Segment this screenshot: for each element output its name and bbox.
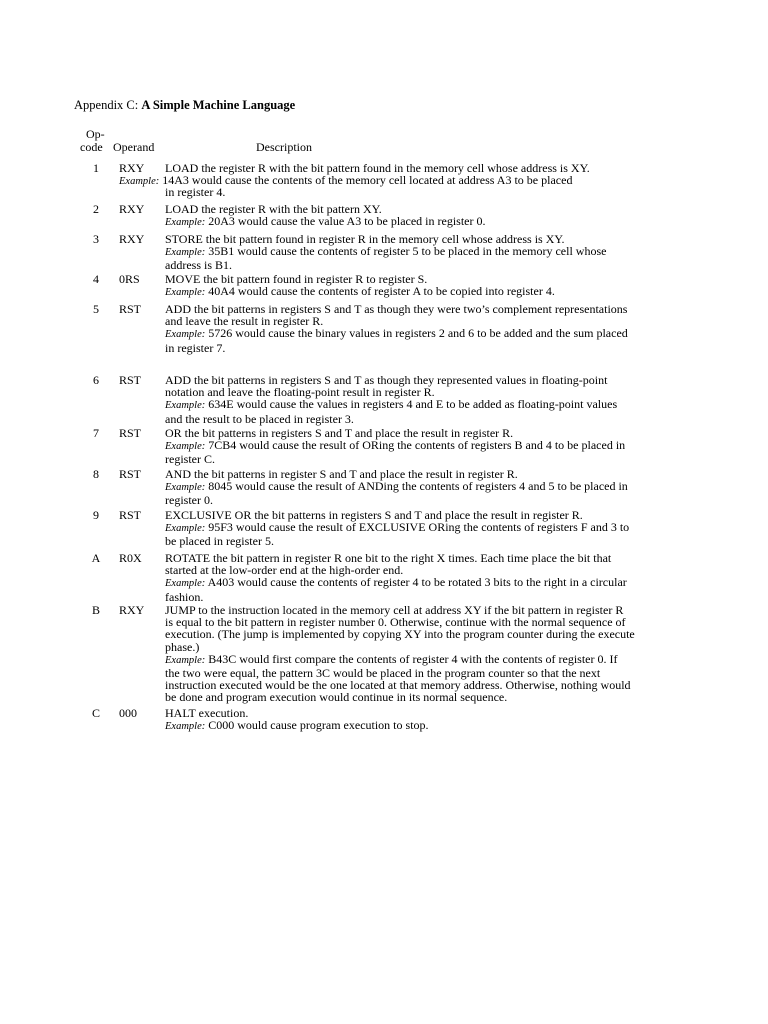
description-line: phase.) [165, 639, 200, 654]
example-label: Example: [165, 721, 206, 733]
example-label: Example: [119, 176, 160, 188]
example-line: register C. [165, 452, 215, 467]
example-line: Example: B43C would first compare the contents of register 4 with the contents of register 0. If [165, 651, 618, 666]
header-operand: Operand [113, 140, 155, 154]
description-line: is equal to the bit pattern in register number 0. Otherwise, continue with the normal sequence of [165, 615, 626, 630]
description-cell [165, 707, 635, 733]
example-line: in register 4. [165, 185, 226, 200]
opcode-cell: C [91, 706, 100, 720]
example-label: Example: [165, 482, 206, 494]
description-cell [165, 273, 635, 299]
opcode-cell: 7 [93, 426, 99, 440]
example-line: Example: 35B1 would cause the contents of register 5 to be placed in the memory cell whose [165, 244, 607, 259]
description-line: JUMP to the instruction located in the memory cell at address XY if the bit pattern in register R [165, 603, 624, 617]
operand-cell: RXY [119, 603, 145, 617]
description-line: notation and leave the floating-point result in register R. [165, 385, 435, 400]
description-cell [165, 552, 635, 603]
page-title [74, 98, 295, 113]
example-line: Example: 95F3 would cause the result of EXCLUSIVE ORing the contents of registers F and 3 to [165, 520, 630, 535]
operand-cell: RXY [119, 202, 145, 216]
description-line: execution. (The jump is implemented by copying XY into the program counter during the execute [165, 627, 635, 642]
opcode-cell: 4 [93, 272, 99, 286]
example-line: Example: 634E would cause the values in registers 4 and E to be added as floating-point values [165, 397, 618, 412]
description-line: LOAD the register R with the bit pattern XY. [165, 202, 382, 216]
description-line: ADD the bit patterns in registers S and T as though they were two’s complement representations [165, 302, 628, 316]
example-line: in register 7. [165, 340, 226, 355]
operand-cell: 0RS [119, 272, 140, 286]
description-cell [165, 374, 635, 425]
example-line: Example: 7CB4 would cause the result of ORing the contents of registers B and 4 to be placed in [165, 438, 626, 453]
operand-cell: R0X [119, 551, 142, 565]
example-line: Example: C000 would cause program execution to stop. [165, 718, 429, 733]
example-line: Example: 5726 would cause the binary values in registers 2 and 6 to be added and the sum placed [165, 326, 628, 341]
opcode-cell: 1 [93, 161, 99, 175]
description-cell [165, 604, 635, 704]
description-cell [165, 303, 635, 354]
operand-cell: RST [119, 508, 142, 522]
description-line: ROTATE the bit pattern in register R one bit to the right X times. Each time place the bit that [165, 551, 612, 565]
operand-cell: 000 [119, 706, 137, 720]
description-line: AND the bit patterns in register S and T and place the result in register R. [165, 467, 518, 481]
example-line: address is B1. [165, 258, 232, 273]
operand-cell: RST [119, 373, 142, 387]
example-line: register 0. [165, 493, 213, 508]
description-cell [165, 233, 635, 272]
description-line: LOAD the register R with the bit pattern found in the memory cell whose address is XY. [165, 161, 590, 175]
operand-cell: RXY [119, 232, 145, 246]
description-line: and leave the result in register R. [165, 314, 324, 329]
description-cell [165, 468, 635, 507]
example-label: Example: [165, 247, 206, 259]
example-continuation [165, 186, 635, 198]
example-line: be done and program execution would continue in its normal sequence. [165, 690, 508, 705]
description-line: STORE the bit pattern found in register R in the memory cell whose address is XY. [165, 232, 565, 246]
example-line: instruction executed would be the one located at that memory address. Otherwise, nothing would [165, 678, 631, 693]
opcode-cell: 6 [93, 373, 99, 387]
operand-cell: RXY [119, 161, 145, 175]
header-description: Description [256, 140, 312, 154]
example-label: Example: [165, 578, 206, 590]
example-label: Example: [165, 654, 206, 666]
example-line: Example: A403 would cause the contents of register 4 to be rotated 3 bits to the right in a circular [165, 575, 627, 590]
description-cell [165, 427, 635, 466]
description-cell [165, 509, 635, 548]
example-line: Example: 20A3 would cause the value A3 to be placed in register 0. [165, 214, 486, 229]
description-line: ADD the bit patterns in registers S and T as though they represented values in floating-point [165, 373, 608, 387]
opcode-cell: B [91, 603, 100, 617]
opcode-cell: 2 [93, 202, 99, 216]
example-line: and the result to be placed in register 3. [165, 411, 354, 426]
opcode-cell: 3 [93, 232, 99, 246]
operand-cell: RST [119, 426, 142, 440]
example-line: Example: 14A3 would cause the contents of the memory cell located at address A3 to be placed [119, 173, 573, 188]
opcode-cell: A [91, 551, 101, 565]
opcode-cell: 5 [93, 302, 99, 316]
header-code: code [80, 140, 103, 154]
example-label: Example: [165, 287, 206, 299]
title-prefix: Appendix C: [74, 98, 142, 112]
description-line: OR the bit patterns in registers S and T and place the result in register R. [165, 426, 514, 440]
example-line: be placed in register 5. [165, 534, 274, 549]
example-line: Example: 8045 would cause the result of ANDing the contents of registers 4 and 5 to be placed in [165, 479, 628, 494]
description-line: EXCLUSIVE OR the bit patterns in registers S and T and place the result in register R. [165, 508, 583, 522]
example-label: Example: [165, 217, 206, 229]
operand-cell: RST [119, 302, 142, 316]
description-cell [165, 203, 635, 229]
example-line: fashion. [165, 589, 204, 604]
example-line: Example: 40A4 would cause the contents of register A to be copied into register 4. [165, 284, 555, 299]
example-label: Example: [165, 523, 206, 535]
operand-cell: RST [119, 467, 142, 481]
description-line: started at the low-order end at the high-order end. [165, 563, 404, 578]
title-bold: A Simple Machine Language [141, 98, 296, 112]
example-label: Example: [165, 329, 206, 341]
header-op: Op- [86, 127, 105, 141]
description-line: HALT execution. [165, 706, 249, 720]
example-label: Example: [165, 441, 206, 453]
opcode-cell: 9 [93, 508, 99, 522]
example-label: Example: [165, 400, 206, 412]
example-line: the two were equal, the pattern 3C would be placed in the program counter so that the next [165, 666, 601, 681]
description-line: MOVE the bit pattern found in register R to register S. [165, 272, 428, 286]
opcode-cell: 8 [93, 467, 99, 481]
